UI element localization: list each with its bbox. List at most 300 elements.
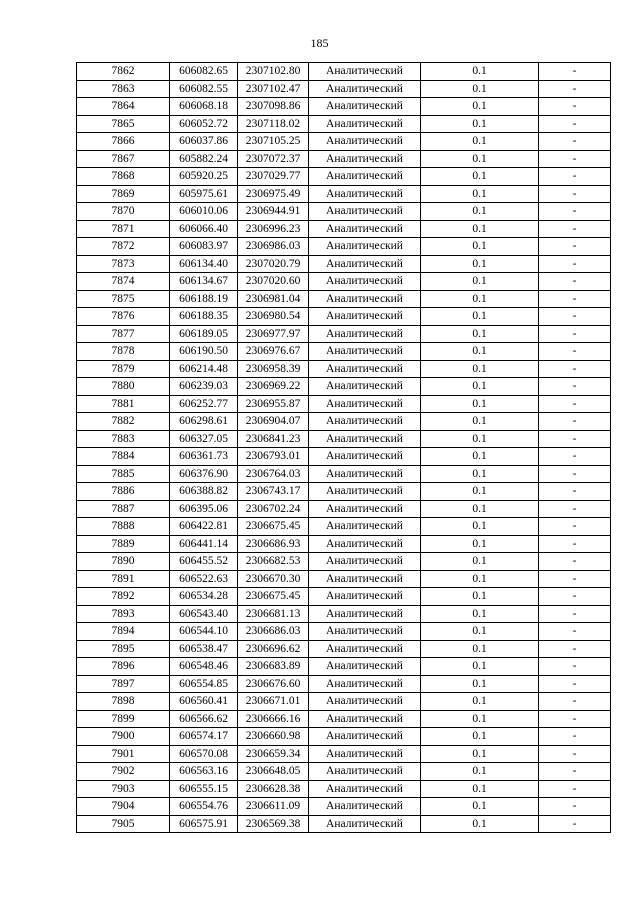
table-row [77, 465, 611, 483]
note-cell: - [539, 63, 611, 81]
table-row [77, 605, 611, 623]
y-coordinate-cell: 2306981.04 [238, 290, 309, 308]
y-coordinate-cell: 2307029.77 [238, 168, 309, 186]
table-row [77, 623, 611, 641]
point-number-cell: 7875 [77, 290, 170, 308]
table-row [77, 483, 611, 501]
table-row [77, 553, 611, 571]
note-cell: - [539, 115, 611, 133]
x-coordinate-cell: 606555.15 [170, 780, 238, 798]
accuracy-cell: 0.1 [421, 815, 539, 833]
point-number-cell: 7897 [77, 675, 170, 693]
accuracy-cell: 0.1 [421, 430, 539, 448]
table-row [77, 693, 611, 711]
method-cell: Аналитический [309, 238, 421, 256]
table-row [77, 203, 611, 221]
table-row [77, 273, 611, 291]
x-coordinate-cell: 606068.18 [170, 98, 238, 116]
table-row [77, 220, 611, 238]
coordinates-table [76, 62, 611, 833]
note-cell: - [539, 518, 611, 536]
method-cell: Аналитический [309, 693, 421, 711]
note-cell: - [539, 220, 611, 238]
point-number-cell: 7868 [77, 168, 170, 186]
note-cell: - [539, 623, 611, 641]
x-coordinate-cell: 606544.10 [170, 623, 238, 641]
y-coordinate-cell: 2306671.01 [238, 693, 309, 711]
point-number-cell: 7901 [77, 745, 170, 763]
x-coordinate-cell: 606554.85 [170, 675, 238, 693]
accuracy-cell: 0.1 [421, 465, 539, 483]
note-cell: - [539, 798, 611, 816]
y-coordinate-cell: 2307105.25 [238, 133, 309, 151]
x-coordinate-cell: 606574.17 [170, 728, 238, 746]
y-coordinate-cell: 2306958.39 [238, 360, 309, 378]
point-number-cell: 7874 [77, 273, 170, 291]
note-cell: - [539, 728, 611, 746]
note-cell: - [539, 430, 611, 448]
note-cell: - [539, 203, 611, 221]
accuracy-cell: 0.1 [421, 168, 539, 186]
note-cell: - [539, 308, 611, 326]
method-cell: Аналитический [309, 115, 421, 133]
y-coordinate-cell: 2306977.97 [238, 325, 309, 343]
method-cell: Аналитический [309, 325, 421, 343]
accuracy-cell: 0.1 [421, 115, 539, 133]
note-cell: - [539, 605, 611, 623]
accuracy-cell: 0.1 [421, 133, 539, 151]
method-cell: Аналитический [309, 255, 421, 273]
accuracy-cell: 0.1 [421, 693, 539, 711]
method-cell: Аналитический [309, 343, 421, 361]
table-row [77, 343, 611, 361]
table-row [77, 133, 611, 151]
accuracy-cell: 0.1 [421, 220, 539, 238]
x-coordinate-cell: 606189.05 [170, 325, 238, 343]
point-number-cell: 7890 [77, 553, 170, 571]
method-cell: Аналитический [309, 780, 421, 798]
method-cell: Аналитический [309, 203, 421, 221]
point-number-cell: 7891 [77, 570, 170, 588]
point-number-cell: 7867 [77, 150, 170, 168]
method-cell: Аналитический [309, 500, 421, 518]
y-coordinate-cell: 2306683.89 [238, 658, 309, 676]
point-number-cell: 7881 [77, 395, 170, 413]
table-row [77, 535, 611, 553]
method-cell: Аналитический [309, 623, 421, 641]
x-coordinate-cell: 606190.50 [170, 343, 238, 361]
point-number-cell: 7869 [77, 185, 170, 203]
note-cell: - [539, 693, 611, 711]
note-cell: - [539, 325, 611, 343]
x-coordinate-cell: 606554.76 [170, 798, 238, 816]
table-row [77, 185, 611, 203]
x-coordinate-cell: 606388.82 [170, 483, 238, 501]
table-row [77, 430, 611, 448]
note-cell: - [539, 658, 611, 676]
note-cell: - [539, 675, 611, 693]
y-coordinate-cell: 2306675.45 [238, 588, 309, 606]
x-coordinate-cell: 606534.28 [170, 588, 238, 606]
table-row [77, 63, 611, 81]
method-cell: Аналитический [309, 675, 421, 693]
x-coordinate-cell: 606082.65 [170, 63, 238, 81]
accuracy-cell: 0.1 [421, 518, 539, 536]
method-cell: Аналитический [309, 658, 421, 676]
accuracy-cell: 0.1 [421, 255, 539, 273]
note-cell: - [539, 290, 611, 308]
note-cell: - [539, 395, 611, 413]
table-row [77, 570, 611, 588]
point-number-cell: 7866 [77, 133, 170, 151]
point-number-cell: 7898 [77, 693, 170, 711]
accuracy-cell: 0.1 [421, 570, 539, 588]
accuracy-cell: 0.1 [421, 395, 539, 413]
accuracy-cell: 0.1 [421, 63, 539, 81]
method-cell: Аналитический [309, 605, 421, 623]
y-coordinate-cell: 2306743.17 [238, 483, 309, 501]
point-number-cell: 7862 [77, 63, 170, 81]
y-coordinate-cell: 2306969.22 [238, 378, 309, 396]
table-row [77, 325, 611, 343]
y-coordinate-cell: 2306686.03 [238, 623, 309, 641]
accuracy-cell: 0.1 [421, 98, 539, 116]
note-cell: - [539, 133, 611, 151]
x-coordinate-cell: 606239.03 [170, 378, 238, 396]
point-number-cell: 7882 [77, 413, 170, 431]
accuracy-cell: 0.1 [421, 273, 539, 291]
accuracy-cell: 0.1 [421, 780, 539, 798]
y-coordinate-cell: 2306660.98 [238, 728, 309, 746]
method-cell: Аналитический [309, 815, 421, 833]
table-row [77, 640, 611, 658]
table-row [77, 150, 611, 168]
accuracy-cell: 0.1 [421, 728, 539, 746]
point-number-cell: 7893 [77, 605, 170, 623]
accuracy-cell: 0.1 [421, 448, 539, 466]
table-row [77, 80, 611, 98]
method-cell: Аналитический [309, 63, 421, 81]
method-cell: Аналитический [309, 570, 421, 588]
table-row [77, 728, 611, 746]
point-number-cell: 7864 [77, 98, 170, 116]
point-number-cell: 7892 [77, 588, 170, 606]
x-coordinate-cell: 606083.97 [170, 238, 238, 256]
method-cell: Аналитический [309, 150, 421, 168]
y-coordinate-cell: 2306841.23 [238, 430, 309, 448]
method-cell: Аналитический [309, 518, 421, 536]
method-cell: Аналитический [309, 553, 421, 571]
method-cell: Аналитический [309, 133, 421, 151]
x-coordinate-cell: 606361.73 [170, 448, 238, 466]
x-coordinate-cell: 606134.67 [170, 273, 238, 291]
x-coordinate-cell: 606052.72 [170, 115, 238, 133]
table-body [77, 63, 611, 833]
accuracy-cell: 0.1 [421, 500, 539, 518]
note-cell: - [539, 535, 611, 553]
y-coordinate-cell: 2306628.38 [238, 780, 309, 798]
note-cell: - [539, 483, 611, 501]
note-cell: - [539, 80, 611, 98]
accuracy-cell: 0.1 [421, 483, 539, 501]
x-coordinate-cell: 606082.55 [170, 80, 238, 98]
table-row [77, 238, 611, 256]
point-number-cell: 7888 [77, 518, 170, 536]
note-cell: - [539, 763, 611, 781]
table-row [77, 413, 611, 431]
note-cell: - [539, 238, 611, 256]
note-cell: - [539, 588, 611, 606]
method-cell: Аналитический [309, 413, 421, 431]
note-cell: - [539, 465, 611, 483]
note-cell: - [539, 185, 611, 203]
x-coordinate-cell: 606575.91 [170, 815, 238, 833]
x-coordinate-cell: 606543.40 [170, 605, 238, 623]
x-coordinate-cell: 606441.14 [170, 535, 238, 553]
method-cell: Аналитический [309, 290, 421, 308]
x-coordinate-cell: 606395.06 [170, 500, 238, 518]
accuracy-cell: 0.1 [421, 710, 539, 728]
y-coordinate-cell: 2306682.53 [238, 553, 309, 571]
note-cell: - [539, 273, 611, 291]
x-coordinate-cell: 606252.77 [170, 395, 238, 413]
point-number-cell: 7879 [77, 360, 170, 378]
table-row [77, 588, 611, 606]
point-number-cell: 7905 [77, 815, 170, 833]
method-cell: Аналитический [309, 430, 421, 448]
page-number: 185 [310, 36, 329, 50]
y-coordinate-cell: 2306696.62 [238, 640, 309, 658]
x-coordinate-cell: 606037.86 [170, 133, 238, 151]
x-coordinate-cell: 606566.62 [170, 710, 238, 728]
y-coordinate-cell: 2306681.13 [238, 605, 309, 623]
x-coordinate-cell: 606570.08 [170, 745, 238, 763]
y-coordinate-cell: 2306944.91 [238, 203, 309, 221]
method-cell: Аналитический [309, 98, 421, 116]
table-row [77, 658, 611, 676]
accuracy-cell: 0.1 [421, 360, 539, 378]
x-coordinate-cell: 606538.47 [170, 640, 238, 658]
y-coordinate-cell: 2306793.01 [238, 448, 309, 466]
y-coordinate-cell: 2306611.09 [238, 798, 309, 816]
x-coordinate-cell: 606560.41 [170, 693, 238, 711]
point-number-cell: 7904 [77, 798, 170, 816]
x-coordinate-cell: 606188.35 [170, 308, 238, 326]
accuracy-cell: 0.1 [421, 238, 539, 256]
method-cell: Аналитический [309, 220, 421, 238]
method-cell: Аналитический [309, 395, 421, 413]
y-coordinate-cell: 2307118.02 [238, 115, 309, 133]
accuracy-cell: 0.1 [421, 308, 539, 326]
accuracy-cell: 0.1 [421, 535, 539, 553]
accuracy-cell: 0.1 [421, 640, 539, 658]
x-coordinate-cell: 606522.63 [170, 570, 238, 588]
note-cell: - [539, 815, 611, 833]
method-cell: Аналитический [309, 465, 421, 483]
y-coordinate-cell: 2306675.45 [238, 518, 309, 536]
note-cell: - [539, 255, 611, 273]
point-number-cell: 7889 [77, 535, 170, 553]
y-coordinate-cell: 2307020.60 [238, 273, 309, 291]
point-number-cell: 7886 [77, 483, 170, 501]
method-cell: Аналитический [309, 798, 421, 816]
y-coordinate-cell: 2306569.38 [238, 815, 309, 833]
x-coordinate-cell: 606548.46 [170, 658, 238, 676]
y-coordinate-cell: 2307102.47 [238, 80, 309, 98]
accuracy-cell: 0.1 [421, 203, 539, 221]
point-number-cell: 7863 [77, 80, 170, 98]
y-coordinate-cell: 2306980.54 [238, 308, 309, 326]
accuracy-cell: 0.1 [421, 745, 539, 763]
y-coordinate-cell: 2306676.60 [238, 675, 309, 693]
y-coordinate-cell: 2306976.67 [238, 343, 309, 361]
x-coordinate-cell: 606376.90 [170, 465, 238, 483]
note-cell: - [539, 413, 611, 431]
accuracy-cell: 0.1 [421, 378, 539, 396]
x-coordinate-cell: 606298.61 [170, 413, 238, 431]
x-coordinate-cell: 606327.05 [170, 430, 238, 448]
x-coordinate-cell: 605975.61 [170, 185, 238, 203]
accuracy-cell: 0.1 [421, 763, 539, 781]
note-cell: - [539, 98, 611, 116]
point-number-cell: 7876 [77, 308, 170, 326]
method-cell: Аналитический [309, 710, 421, 728]
note-cell: - [539, 343, 611, 361]
table-row [77, 763, 611, 781]
table-row [77, 308, 611, 326]
point-number-cell: 7880 [77, 378, 170, 396]
method-cell: Аналитический [309, 273, 421, 291]
method-cell: Аналитический [309, 745, 421, 763]
x-coordinate-cell: 606010.06 [170, 203, 238, 221]
point-number-cell: 7903 [77, 780, 170, 798]
x-coordinate-cell: 606455.52 [170, 553, 238, 571]
point-number-cell: 7883 [77, 430, 170, 448]
y-coordinate-cell: 2306686.93 [238, 535, 309, 553]
note-cell: - [539, 448, 611, 466]
point-number-cell: 7871 [77, 220, 170, 238]
y-coordinate-cell: 2306986.03 [238, 238, 309, 256]
note-cell: - [539, 710, 611, 728]
y-coordinate-cell: 2306670.30 [238, 570, 309, 588]
note-cell: - [539, 168, 611, 186]
x-coordinate-cell: 605882.24 [170, 150, 238, 168]
point-number-cell: 7899 [77, 710, 170, 728]
x-coordinate-cell: 606214.48 [170, 360, 238, 378]
y-coordinate-cell: 2306955.87 [238, 395, 309, 413]
point-number-cell: 7894 [77, 623, 170, 641]
accuracy-cell: 0.1 [421, 798, 539, 816]
note-cell: - [539, 360, 611, 378]
y-coordinate-cell: 2307102.80 [238, 63, 309, 81]
accuracy-cell: 0.1 [421, 553, 539, 571]
x-coordinate-cell: 606422.81 [170, 518, 238, 536]
note-cell: - [539, 500, 611, 518]
y-coordinate-cell: 2306764.03 [238, 465, 309, 483]
table-row [77, 255, 611, 273]
y-coordinate-cell: 2306648.05 [238, 763, 309, 781]
note-cell: - [539, 150, 611, 168]
table-row [77, 815, 611, 833]
table-row [77, 710, 611, 728]
point-number-cell: 7900 [77, 728, 170, 746]
point-number-cell: 7902 [77, 763, 170, 781]
accuracy-cell: 0.1 [421, 658, 539, 676]
accuracy-cell: 0.1 [421, 413, 539, 431]
accuracy-cell: 0.1 [421, 185, 539, 203]
note-cell: - [539, 780, 611, 798]
table-row [77, 115, 611, 133]
accuracy-cell: 0.1 [421, 605, 539, 623]
x-coordinate-cell: 606188.19 [170, 290, 238, 308]
accuracy-cell: 0.1 [421, 343, 539, 361]
accuracy-cell: 0.1 [421, 675, 539, 693]
table-row [77, 500, 611, 518]
table-row [77, 378, 611, 396]
y-coordinate-cell: 2306996.23 [238, 220, 309, 238]
x-coordinate-cell: 606066.40 [170, 220, 238, 238]
y-coordinate-cell: 2307020.79 [238, 255, 309, 273]
point-number-cell: 7873 [77, 255, 170, 273]
accuracy-cell: 0.1 [421, 150, 539, 168]
y-coordinate-cell: 2306666.16 [238, 710, 309, 728]
point-number-cell: 7877 [77, 325, 170, 343]
method-cell: Аналитический [309, 185, 421, 203]
y-coordinate-cell: 2306975.49 [238, 185, 309, 203]
table-row [77, 395, 611, 413]
table-row [77, 675, 611, 693]
point-number-cell: 7865 [77, 115, 170, 133]
point-number-cell: 7896 [77, 658, 170, 676]
x-coordinate-cell: 606563.16 [170, 763, 238, 781]
point-number-cell: 7870 [77, 203, 170, 221]
table-row [77, 745, 611, 763]
table-row [77, 448, 611, 466]
note-cell: - [539, 640, 611, 658]
accuracy-cell: 0.1 [421, 623, 539, 641]
method-cell: Аналитический [309, 728, 421, 746]
method-cell: Аналитический [309, 308, 421, 326]
point-number-cell: 7895 [77, 640, 170, 658]
table-row [77, 360, 611, 378]
y-coordinate-cell: 2306904.07 [238, 413, 309, 431]
method-cell: Аналитический [309, 378, 421, 396]
note-cell: - [539, 570, 611, 588]
point-number-cell: 7872 [77, 238, 170, 256]
method-cell: Аналитический [309, 360, 421, 378]
method-cell: Аналитический [309, 535, 421, 553]
table-row [77, 780, 611, 798]
accuracy-cell: 0.1 [421, 325, 539, 343]
table-row [77, 290, 611, 308]
method-cell: Аналитический [309, 640, 421, 658]
note-cell: - [539, 745, 611, 763]
x-coordinate-cell: 605920.25 [170, 168, 238, 186]
y-coordinate-cell: 2307072.37 [238, 150, 309, 168]
method-cell: Аналитический [309, 588, 421, 606]
method-cell: Аналитический [309, 483, 421, 501]
point-number-cell: 7884 [77, 448, 170, 466]
table-row [77, 168, 611, 186]
table-row [77, 98, 611, 116]
point-number-cell: 7878 [77, 343, 170, 361]
y-coordinate-cell: 2306702.24 [238, 500, 309, 518]
accuracy-cell: 0.1 [421, 80, 539, 98]
table-row [77, 798, 611, 816]
method-cell: Аналитический [309, 763, 421, 781]
note-cell: - [539, 553, 611, 571]
method-cell: Аналитический [309, 80, 421, 98]
